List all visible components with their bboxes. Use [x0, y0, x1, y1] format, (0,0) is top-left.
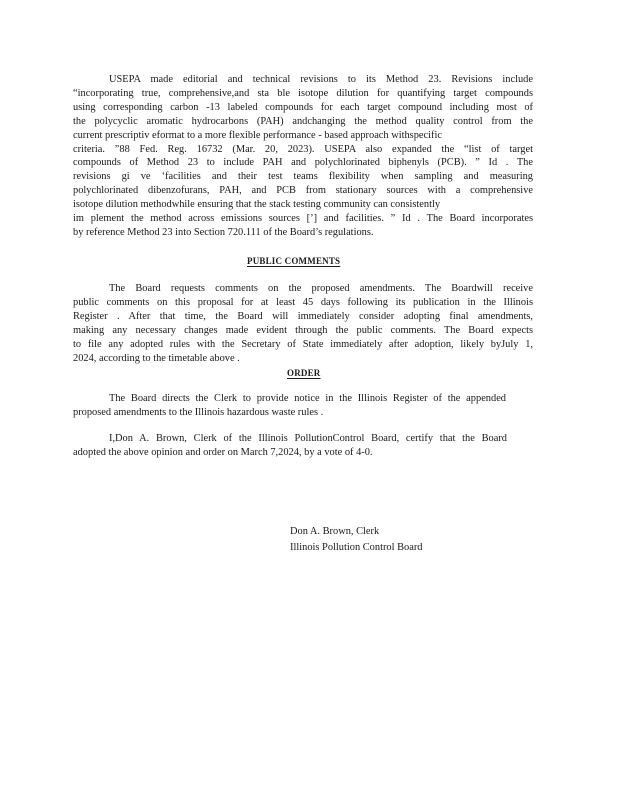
text-line: public comments on this proposal for at least 45 days following its publication in the Illinois — [73, 296, 533, 308]
heading-order: ORDER — [287, 368, 321, 378]
text-line: adopted the above opinion and order on March 7,2024, by a vote of 4-0. — [73, 446, 373, 458]
text-line: criteria. ”88 Fed. Reg. 16732 (Mar. 20, 2023). USEPA also expanded the “list of target — [73, 143, 533, 155]
text-line: making any necessary changes made evident through the public comments. The Board expects — [73, 324, 533, 336]
paragraph-method-23-revisions — [73, 73, 533, 240]
text-line: USEPA made editorial and technical revisions to its Method 23. Revisions include — [109, 74, 533, 85]
signature-organization: Illinois Pollution Control Board — [290, 541, 423, 553]
text-line: Register . After that time, the Board will immediately consider adopting final amendments, — [73, 310, 533, 322]
text-line: im plement the method across emissions sources [’] and facilities. ” Id . The Board incorporates — [73, 213, 533, 225]
text-line: The Board requests comments on the proposed amendments. The Boardwill receive — [109, 283, 533, 294]
text-line: isotope dilution methodwhile ensuring that the stack testing community can consistently — [73, 199, 441, 211]
paragraph-certification — [73, 432, 507, 460]
signature-name: Don A. Brown, Clerk — [290, 526, 380, 537]
heading-public-comments: PUBLIC COMMENTS — [247, 256, 341, 266]
text-line: The Board directs the Clerk to provide notice in the Illinois Register of the appended — [109, 393, 506, 404]
text-line: 2024, according to the timetable above . — [73, 352, 240, 364]
text-line: the polycyclic aromatic hydrocarbons (PAH) andchanging the method quality control from the — [73, 115, 533, 127]
text-line: compounds of Method 23 to include PAH and polychlorinated biphenyls (PCB). ” Id . The — [73, 157, 533, 169]
text-line: revisions gi ve ‘facilities and their test teams flexibility when sampling and measuring — [73, 171, 533, 183]
text-line: I,Don A. Brown, Clerk of the Illinois PollutionControl Board, certify that the Board — [109, 433, 507, 444]
text-line: proposed amendments to the Illinois hazardous waste rules . — [73, 406, 324, 418]
text-line: using corresponding carbon -13 labeled compounds for each target compound including most of — [73, 101, 533, 113]
text-line: polychlorinated dibenzofurans, PAH, and PCB from stationary sources with a comprehensive — [73, 185, 533, 197]
signature-block — [290, 524, 423, 555]
text-line: “incorporating true, comprehensive,and sta ble isotope dilution for quantifying target compounds — [73, 87, 533, 99]
text-line: to file any adopted rules with the Secretary of State immediately after adoption, likely byJuly 1, — [73, 338, 533, 350]
paragraph-order — [73, 392, 506, 420]
paragraph-public-comments — [73, 282, 533, 365]
text-line: current prescriptiv eformat to a more flexible performance - based approach withspecific — [73, 129, 442, 141]
text-line: by reference Method 23 into Section 720.111 of the Board’s regulations. — [73, 226, 374, 238]
